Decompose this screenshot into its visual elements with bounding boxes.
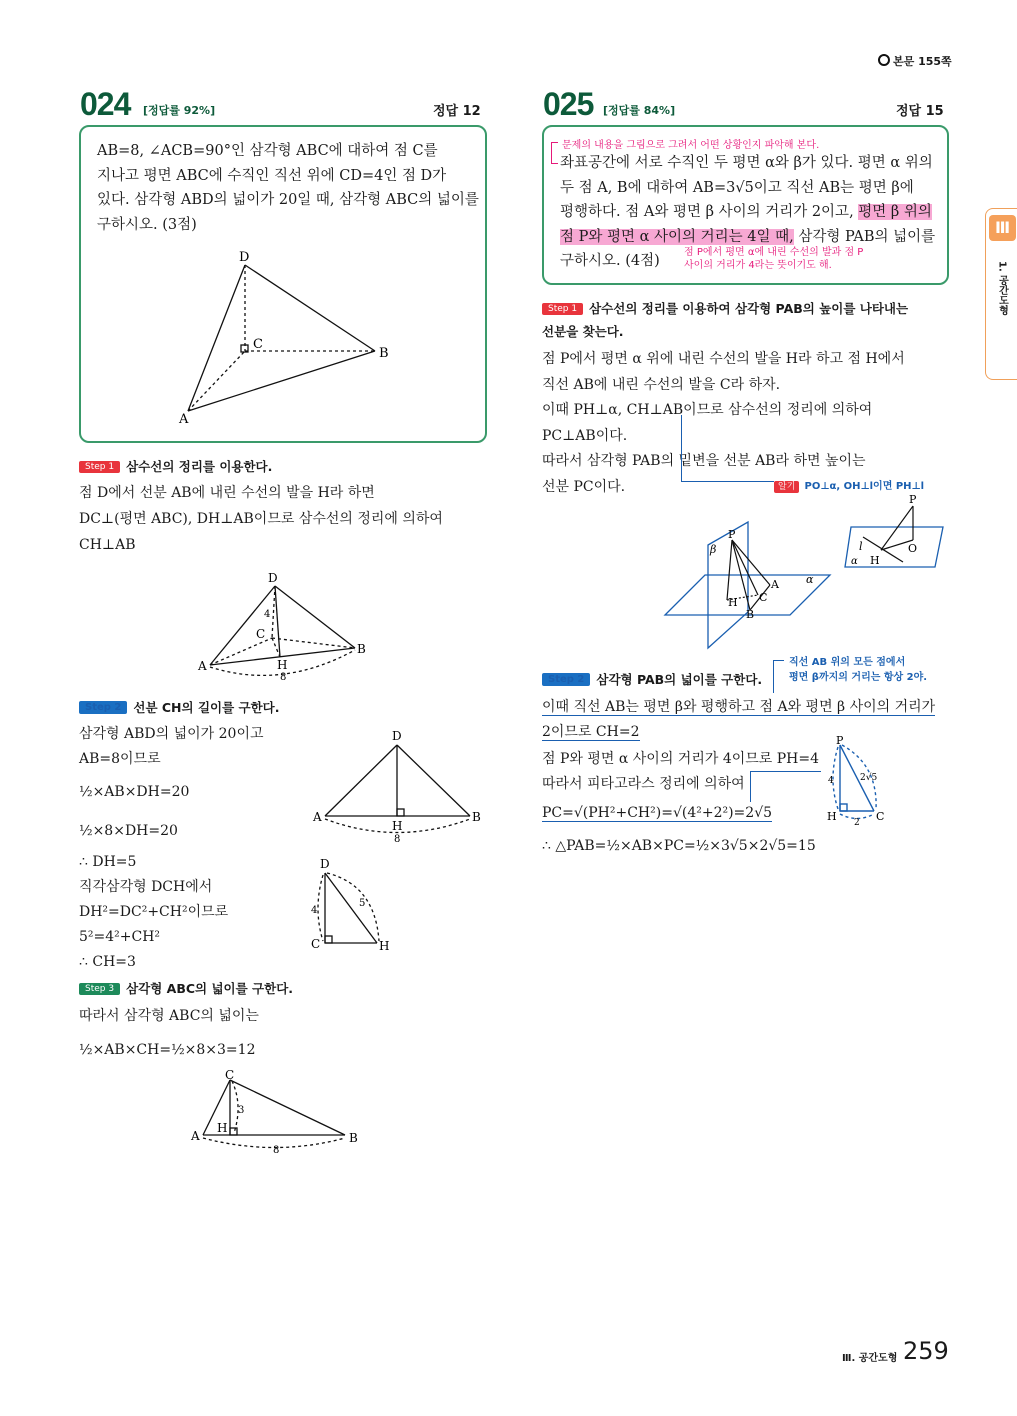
label-B: B	[472, 810, 481, 824]
circle-icon	[878, 54, 890, 66]
label-4: 4	[828, 776, 834, 786]
label-4: 4	[311, 905, 318, 916]
label-A: A	[198, 659, 207, 673]
step1-heading-24: Step 1 삼수선의 정리를 이용한다.	[79, 456, 272, 475]
label-A: A	[179, 412, 189, 427]
solution-line: ½×AB×CH=½×8×3=12	[79, 1042, 256, 1058]
solution-line: 따라서 피타고라스 정리에 의하여	[542, 776, 745, 792]
problem-line: 있다. 삼각형 ABD의 넓이가 20일 때, 삼각형 ABC의 넓이를	[97, 192, 479, 208]
chapter-label: 1. 공간도형	[996, 261, 1008, 316]
step1-heading-25-cont: 선분을 찾는다.	[542, 324, 624, 339]
solution-line: 점 D에서 선분 AB에 내린 수선의 발을 H라 하면	[79, 485, 375, 501]
label-l: l	[859, 540, 863, 553]
label-4: 4	[264, 609, 271, 620]
perpendicular-planes-figure	[660, 520, 835, 650]
solution-line: 따라서 삼각형 PAB의 밑변을 선분 AB라 하면 높이는	[542, 453, 866, 469]
label-C: C	[876, 810, 885, 823]
label-8: 8	[280, 672, 287, 683]
tetrahedron-figure	[81, 127, 485, 441]
label-H: H	[827, 810, 837, 823]
label-H: H	[379, 939, 390, 953]
solution-line: PC⊥AB이다.	[542, 427, 628, 444]
problem-line: 두 점 A, B에 대하여 AB=3√5이고 직선 AB는 평면 β에	[560, 179, 914, 196]
solution-line: 삼각형 ABD의 넓이가 20이고	[79, 726, 264, 742]
problem-line: 구하시오. (4점)	[560, 253, 660, 269]
label-D: D	[320, 857, 330, 871]
label-C: C	[311, 937, 321, 951]
label-D: D	[239, 250, 250, 265]
solution-line: 5²=4²+CH²	[79, 929, 161, 945]
step-badge: Step 1	[542, 303, 583, 315]
step-badge: Step 2	[542, 673, 590, 686]
label-2: 2	[854, 818, 860, 828]
solution-line: ∴ CH=3	[79, 954, 136, 970]
accuracy-rate-25: [정답률 84%]	[603, 104, 676, 117]
answer-24: 정답 12	[433, 104, 481, 119]
label-C: C	[225, 1068, 235, 1082]
footer-chapter: Ⅲ. 공간도형	[842, 1353, 898, 1364]
three-perpendicular-figure	[843, 492, 948, 577]
label-H: H	[870, 554, 880, 567]
hint-bottom: 점 P에서 평면 α에 내린 수선의 발과 점 P 사이의 거리가 4라는 뜻이기도 해.	[684, 247, 864, 271]
figure-3	[310, 728, 485, 846]
label-H: H	[392, 819, 403, 833]
step-badge: Step 1	[79, 461, 120, 473]
step2-note: 직선 AB 위의 모든 점에서 평면 β까지의 거리는 항상 2야.	[789, 657, 928, 683]
problem-number-25: 025	[543, 86, 594, 122]
answer-25: 정답 15	[896, 104, 944, 119]
problem-line: 지나고 평면 ABC에 수직인 직선 위에 CD=4인 점 D가	[97, 167, 447, 184]
problem-box-24	[79, 125, 487, 443]
label-H: H	[728, 596, 738, 609]
problem-number-24: 024	[80, 86, 131, 122]
step3-heading-24: Step 3 삼각형 ABC의 넓이를 구한다.	[79, 978, 293, 997]
label-C: C	[253, 337, 263, 352]
solution-line: DH²=DC²+CH²이므로	[79, 904, 229, 920]
label-H: H	[277, 658, 288, 672]
label-2root5: 2√5	[860, 773, 878, 783]
solution-line: ∴ DH=5	[79, 854, 137, 870]
page-number: 259	[903, 1337, 949, 1365]
label-D: D	[268, 571, 278, 585]
chapter-roman: Ⅲ	[989, 215, 1016, 241]
label-A: A	[771, 578, 779, 591]
problem-line: 좌표공간에 서로 수직인 두 평면 α와 β가 있다. 평면 α 위의	[560, 155, 933, 171]
label-C: C	[759, 591, 768, 604]
tip-note: 알기 PO⊥α, OH⊥l이면 PH⊥l	[774, 474, 924, 493]
solution-line: 선분 PC이다.	[542, 478, 626, 495]
label-A: A	[191, 1129, 200, 1143]
page-reference: 본문 155쪽	[878, 53, 952, 69]
label-H: H	[217, 1121, 228, 1135]
chapter-tab[interactable]	[985, 208, 1017, 380]
solution-line: 따라서 삼각형 ABC의 넓이는	[79, 1008, 259, 1024]
problem-line: 점 P와 평면 α 사이의 거리는 4일 때, 삼각형 PAB의 넓이를	[560, 228, 936, 245]
label-D: D	[392, 729, 402, 743]
problem-line: 구하시오. (3점)	[97, 216, 197, 233]
label-A: A	[313, 810, 322, 824]
label-5: 5	[359, 898, 366, 909]
solution-line: 점 P와 평면 α 사이의 거리가 4이므로 PH=4	[542, 751, 820, 767]
step2-note-bracket	[773, 660, 784, 693]
figure-4	[305, 855, 395, 955]
figure-6	[822, 735, 892, 830]
step-badge: Step 3	[79, 983, 120, 995]
problem-box-25	[542, 125, 949, 285]
hint-bracket	[551, 142, 558, 164]
solution-line: 이때 PH⊥α, CH⊥AB이므로 삼수선의 정리에 의하여	[542, 402, 873, 418]
label-C: C	[256, 627, 266, 641]
problem-line: 평행하다. 점 A와 평면 β 사이의 거리가 2이고, 평면 β 위의	[560, 204, 932, 220]
label-B: B	[379, 346, 389, 361]
label-alpha: α	[851, 556, 858, 567]
figure-5	[185, 1065, 370, 1160]
tip-badge: 알기	[774, 481, 799, 493]
hint-top: 문제의 내용을 그림으로 그려서 어떤 상황인지 파악해 본다.	[562, 140, 820, 151]
solution-line: ½×AB×DH=20	[79, 784, 190, 800]
step2-heading-24: Step 2 선분 CH의 길이를 구한다.	[79, 697, 280, 716]
solution-line: AB=8이므로	[79, 751, 161, 767]
tip-connector	[681, 415, 774, 482]
step-badge: Step 2	[79, 701, 127, 714]
label-alpha: α	[806, 573, 814, 586]
label-B: B	[349, 1131, 358, 1145]
label-8: 8	[394, 834, 401, 845]
solution-line: PC=√(PH²+CH²)=√(4²+2²)=2√5	[542, 805, 773, 821]
solution-line: DC⊥(평면 ABC), DH⊥AB이므로 삼수선의 정리에 의하여	[79, 511, 443, 527]
label-B: B	[357, 642, 366, 656]
accuracy-rate-24: [정답률 92%]	[143, 104, 216, 117]
solution-line: 직각삼각형 DCH에서	[79, 879, 213, 895]
step2-connector	[750, 771, 821, 802]
label-P: P	[728, 528, 736, 541]
solution-line: 점 P에서 평면 α 위에 내린 수선의 발을 H라 하고 점 H에서	[542, 351, 905, 367]
solution-line: CH⊥AB	[79, 537, 136, 553]
problem-line: AB=8, ∠ACB=90°인 삼각형 ABC에 대하여 점 C를	[97, 143, 438, 159]
label-P: P	[909, 493, 917, 506]
solution-line: 2이므로 CH=2	[542, 724, 640, 740]
label-O: O	[908, 542, 918, 555]
solution-line: 직선 AB에 내린 수선의 발을 C라 하자.	[542, 376, 781, 393]
solution-line: ∴ △PAB=½×AB×PC=½×3√5×2√5=15	[542, 838, 816, 854]
label-3: 3	[238, 1105, 245, 1116]
solution-line: 이때 직선 AB는 평면 β와 평행하고 점 A와 평면 β 사이의 거리가	[542, 699, 936, 715]
step2-heading-25: Step 2 삼각형 PAB의 넓이를 구한다.	[542, 669, 762, 688]
label-beta: β	[710, 543, 717, 556]
label-8: 8	[273, 1145, 280, 1156]
solution-line: ½×8×DH=20	[79, 823, 178, 839]
figure-2	[190, 570, 380, 685]
label-B: B	[746, 608, 755, 621]
label-P: P	[836, 735, 844, 747]
step1-heading-25: Step 1 삼수선의 정리를 이용하여 삼각형 PAB의 높이를 나타내는	[542, 298, 908, 317]
